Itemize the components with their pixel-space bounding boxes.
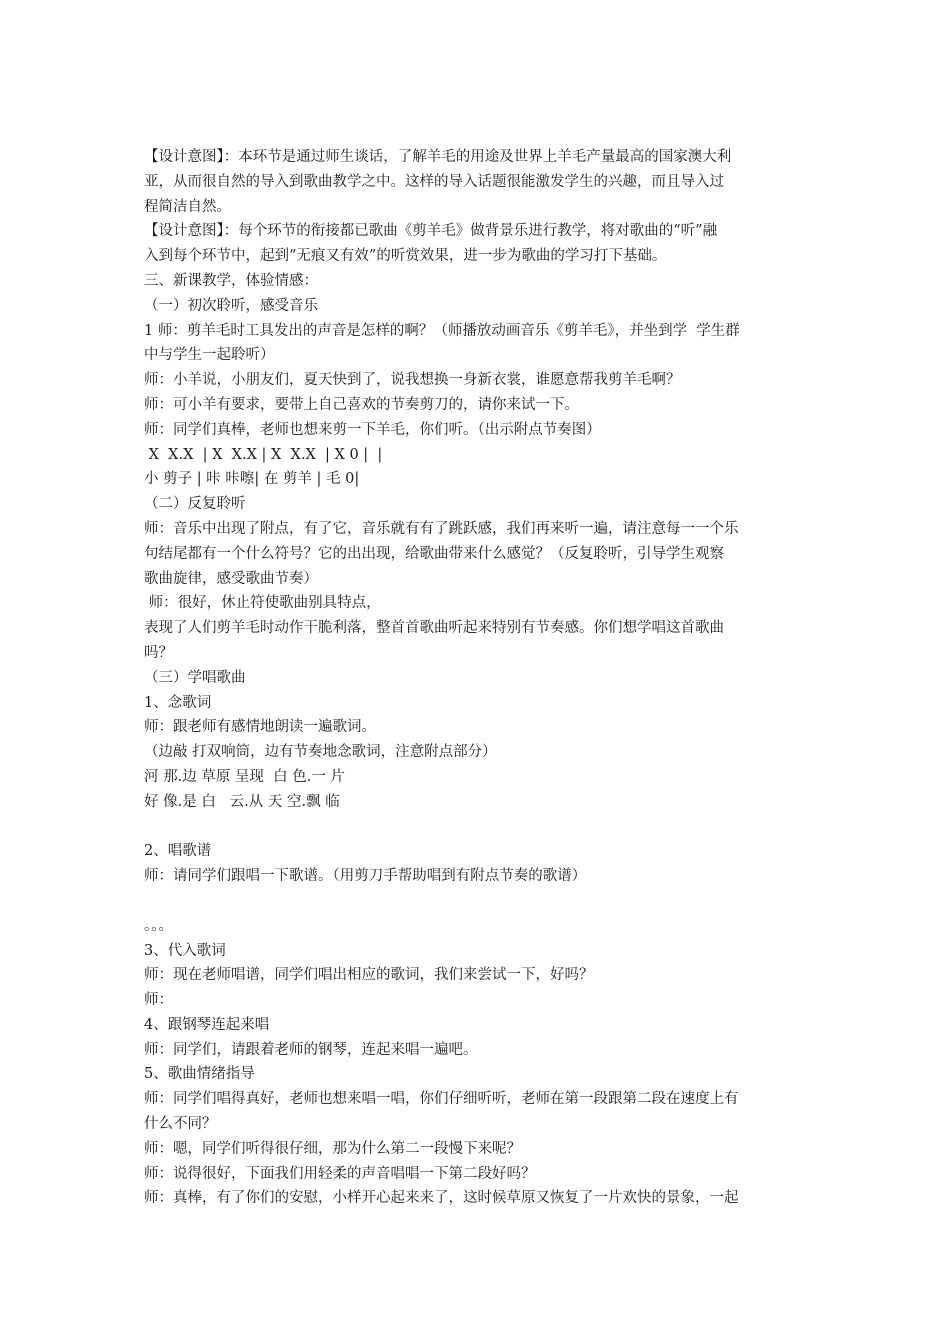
text-line: 三、新课教学，体验情感：: [144, 272, 318, 289]
text-line: 师：现在老师唱谱，同学们唱出相应的歌词，我们来尝试一下，好吗？: [144, 967, 594, 984]
blank-line: [144, 815, 814, 840]
text-line: 师：音乐中出现了附点，有了它，音乐就有有了跳跃感，我们再来听一遍，请注意每一一个乐: [144, 520, 739, 537]
text-line: 2、唱歌谱: [144, 843, 212, 860]
text-line: 程简洁自然。: [144, 198, 231, 215]
text-line: 【设计意图】：每个环节的衔接都已歌曲《剪羊毛》做背景乐进行教学，将对歌曲的“听”融: [144, 223, 718, 240]
text-line: 吗？: [144, 644, 173, 661]
text-line: 表现了人们剪羊毛时动作干脆利落，整首首歌曲听起来特别有节奏感。你们想学唱这首歌曲: [144, 620, 724, 637]
text-line: 。。。: [144, 917, 173, 934]
text-line: 师：同学们真棒，老师也想来剪一下羊毛，你们听。（出示附点节奏图）: [144, 421, 601, 438]
text-line: 4、跟钢琴连起来唱: [144, 1016, 270, 1033]
text-line: 师：: [144, 992, 173, 1009]
text-line: 3、代入歌词: [144, 942, 226, 959]
text-line: （一）初次聆听，感受音乐: [144, 297, 318, 314]
text-line: 师：很好，休止符使歌曲别具特点，: [144, 595, 381, 612]
text-line: 师：小羊说，小朋友们，夏天快到了，说我想换一身新衣裳，谁愿意帮我剪羊毛啊？: [144, 372, 681, 389]
text-line: 1 师：剪羊毛时工具发出的声音是怎样的啊？（师播放动画音乐《剪羊毛》，并坐到学 学生群: [144, 322, 740, 339]
text-line: 师：嗯，同学们听得很仔细，那为什么第二一段慢下来呢？: [144, 1140, 521, 1157]
text-line: （三）学唱歌曲: [144, 669, 246, 686]
text-line: 【设计意图】：本环节是通过师生谈话，了解羊毛的用途及世界上羊毛产量最高的国家澳大利: [144, 149, 732, 165]
text-line: 什么不同？: [144, 1116, 217, 1133]
text-line: 师：跟老师有感情地朗读一遍歌词。: [144, 719, 376, 736]
text-line: （边敲 打双响筒，边有节奏地念歌词，注意附点部分）: [144, 744, 497, 761]
text-line: 入到每个环节中，起到“无痕又有效”的听赏效果，进一步为歌曲的学习打下基础。: [144, 248, 667, 265]
text-line: 师：可小羊有要求，要带上自己喜欢的节奏剪刀的，请你来试一下。: [144, 396, 579, 413]
text-line: 师：说得很好，下面我们用轻柔的声音唱唱一下第二段好吗？: [144, 1165, 536, 1182]
text-line: （二）反复聆听: [144, 496, 246, 513]
text-line: 小 剪子 | 咔 咔嚓| 在 剪羊 | 毛 0|: [144, 471, 360, 488]
text-line: 5、歌曲情绪指导: [144, 1066, 255, 1083]
text-line: 师：请同学们跟唱一下歌谱。（用剪刀手帮助唱到有附点节奏的歌谱）: [144, 868, 587, 885]
text-line: 师：同学们唱得真好，老师也想来唱一唱，你们仔细听听，老师在第一段跟第二段在速度上有: [144, 1091, 739, 1108]
blank-line: [144, 889, 814, 914]
text-line: 1、念歌词: [144, 694, 212, 711]
text-line: 句结尾都有一个什么符号？它的出出现，给歌曲带来什么感觉？（反复聆听，引导学生观察: [144, 545, 724, 562]
text-line: X X.X | X X.X | X X.X | X 0 | |: [144, 446, 383, 463]
text-line: 亚，从而很自然的导入到歌曲教学之中。这样的导入话题很能激发学生的兴趣，而且导入过: [144, 173, 724, 190]
document-body: [144, 145, 814, 1211]
text-line: 好 像.是 白 云.从 天 空.飘 临: [144, 793, 340, 810]
text-line: 师：同学们，请跟着老师的钢琴，连起来唱一遍吧。: [144, 1041, 478, 1058]
text-line: 中与学生一起聆听）: [144, 347, 275, 364]
text-line: 歌曲旋律，感受歌曲节奏）: [144, 570, 318, 587]
text-line: 师：真棒，有了你们的安慰，小样开心起来来了，这时候草原又恢复了一片欢快的景象，一起: [144, 1190, 739, 1207]
text-line: 河 那.边 草原 呈现 白 色.一 片: [144, 768, 345, 785]
